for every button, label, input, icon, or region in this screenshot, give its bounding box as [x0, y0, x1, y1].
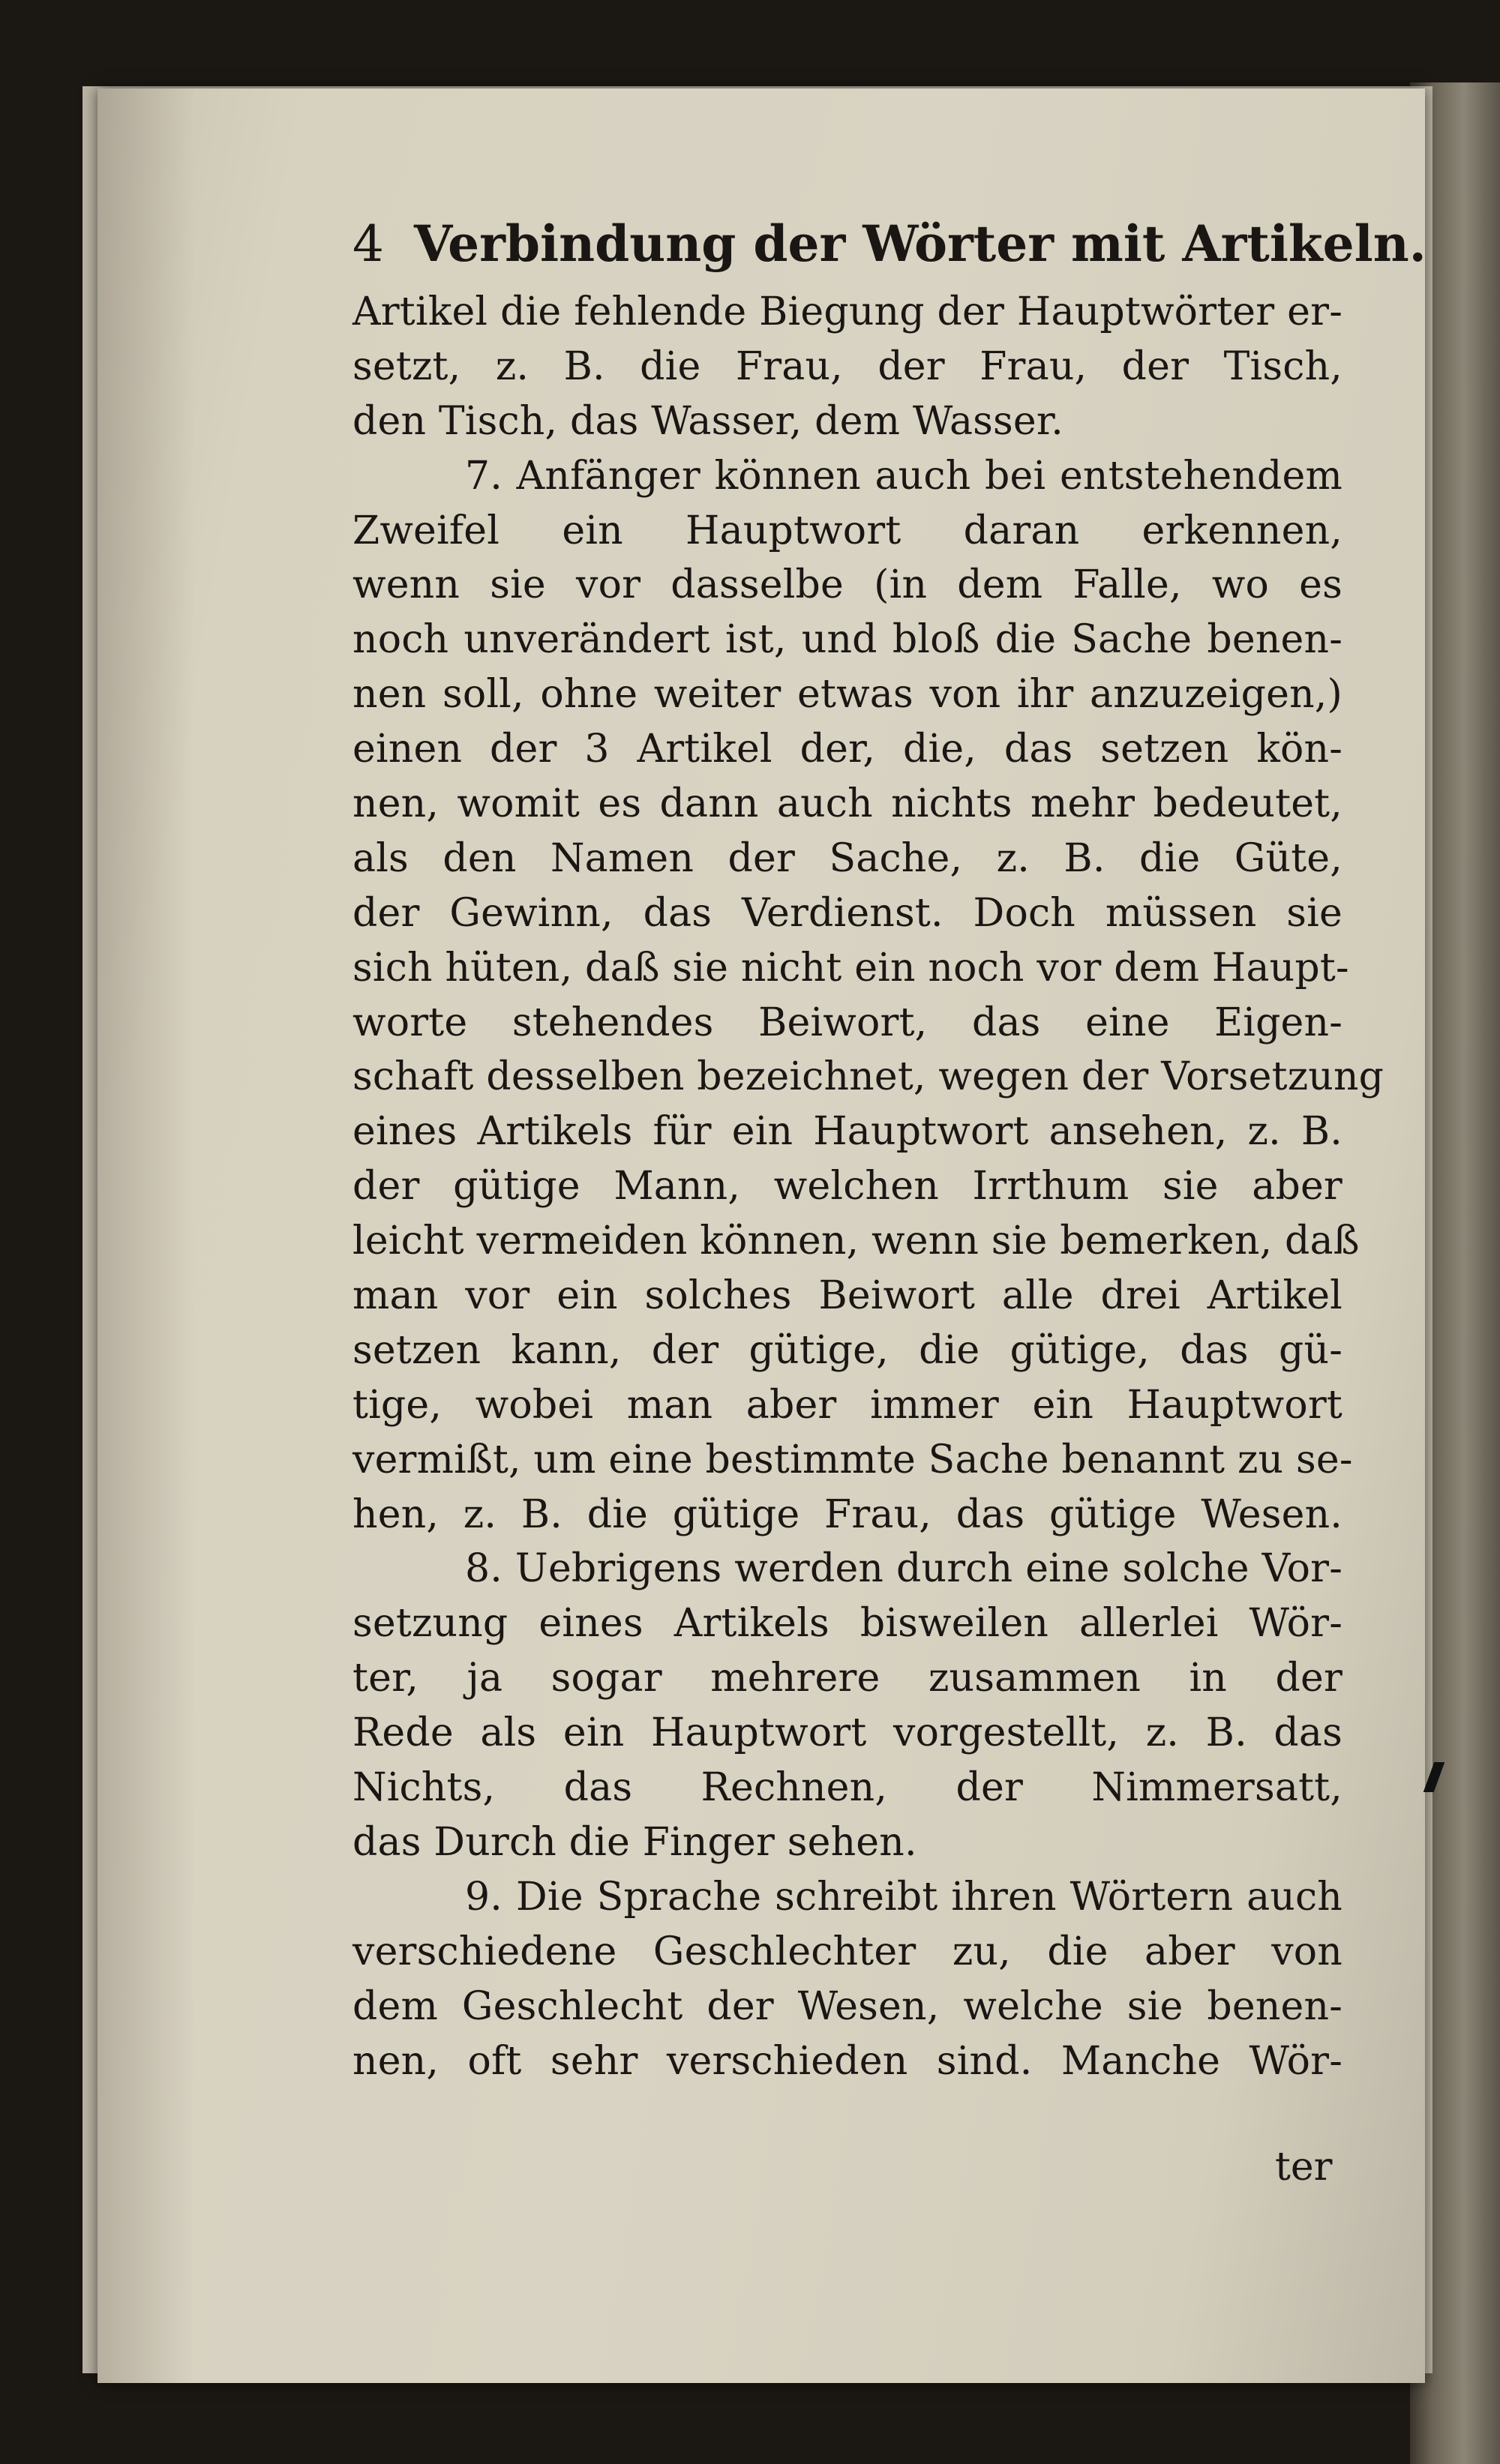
text-line: worte stehendes Beiwort, das eine Eigen-: [352, 1000, 1342, 1045]
text-line: ter, ja sogar mehrere zusammen in der: [352, 1656, 1342, 1701]
text-line: nen, oft sehr verschieden sind. Manche Wör-: [352, 2038, 1342, 2084]
text-line: noch unverändert ist, und bloß die Sache benen-: [352, 617, 1342, 663]
text-line: vermißt, um eine bestimmte Sache benannt zu se-: [352, 1437, 1353, 1482]
text-line: der gütige Mann, welchen Irrthum sie aber: [352, 1164, 1342, 1210]
text-line: man vor ein solches Beiwort alle drei Artikel: [352, 1273, 1342, 1319]
text-line: 7. Anfänger können auch bei entstehendem: [465, 453, 1342, 499]
page-number: 4: [352, 215, 384, 273]
text-line: 9. Die Sprache schreibt ihren Wörtern auch: [465, 1874, 1342, 1920]
text-line: das Durch die Finger sehen.: [352, 1819, 917, 1865]
text-line: nen, womit es dann auch nichts mehr bedeutet,: [352, 781, 1342, 827]
catchword: ter: [1275, 2145, 1333, 2190]
running-head: Verbindung der Wörter mit Artikeln.: [414, 214, 1426, 273]
gutter-fold: [98, 88, 195, 2383]
text-line: Artikel die fehlende Biegung der Hauptwörter er-: [352, 289, 1342, 334]
text-line: setzt, z. B. die Frau, der Frau, der Tisch,: [352, 343, 1342, 389]
text-line: wenn sie vor dasselbe (in dem Falle, wo es: [352, 562, 1342, 608]
text-line: dem Geschlecht der Wesen, welche sie benen-: [352, 1983, 1342, 2029]
text-line: leicht vermeiden können, wenn sie bemerken, daß: [352, 1219, 1360, 1264]
text-line: den Tisch, das Wasser, dem Wasser.: [352, 398, 1064, 444]
text-line: sich hüten, daß sie nicht ein noch vor dem Haupt-: [352, 945, 1349, 991]
text-line: Rede als ein Hauptwort vorgestellt, z. B. das: [352, 1710, 1342, 1756]
text-line: 8. Uebrigens werden durch eine solche Vor-: [465, 1546, 1342, 1592]
text-line: tige, wobei man aber immer ein Hauptwort: [352, 1382, 1342, 1428]
text-line: nen soll, ohne weiter etwas von ihr anzuzeigen,): [352, 672, 1342, 718]
text-line: setzung eines Artikels bisweilen allerlei Wör-: [352, 1601, 1342, 1647]
text-line: schaft desselben bezeichnet, wegen der Vorsetzung: [352, 1054, 1384, 1100]
text-line: hen, z. B. die gütige Frau, das gütige Wesen.: [352, 1491, 1342, 1537]
text-line: als den Namen der Sache, z. B. die Güte,: [352, 835, 1342, 881]
text-line: Zweifel ein Hauptwort daran erkennen,: [352, 508, 1342, 553]
text-line: eines Artikels für ein Hauptwort ansehen, z. B.: [352, 1109, 1342, 1155]
page-text: [352, 202, 1426, 2088]
text-line: einen der 3 Artikel der, die, das setzen kön-: [352, 727, 1342, 772]
text-line: verschiedene Geschlechter zu, die aber von: [352, 1929, 1342, 1974]
text-line: Nichts, das Rechnen, der Nimmersatt,: [352, 1765, 1342, 1811]
body-lines: [352, 285, 1384, 2088]
page-header: [352, 202, 1426, 285]
text-line: setzen kann, der gütige, die gütige, das gü-: [352, 1327, 1342, 1373]
text-line: der Gewinn, das Verdienst. Doch müssen sie: [352, 890, 1342, 936]
